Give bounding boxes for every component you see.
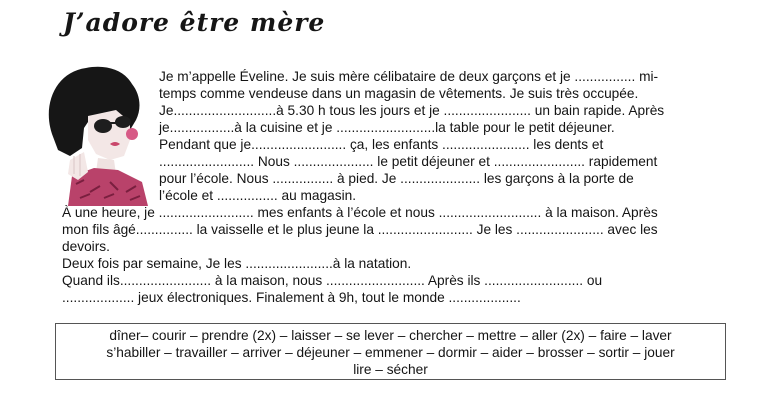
text-line-11: devoirs. (62, 239, 110, 254)
text-line-2: temps comme vendeuse dans un magasin de vêtements. Je suis très occupée. (159, 86, 639, 101)
text-line-5: Pendant que je......................... ça, les enfants ....................... les dents et (159, 137, 604, 152)
text-line-8: l’école et ................ au magasin. (159, 188, 357, 203)
text-line-4: je.................à la cuisine et je ..........................la table pour le petit déjeuner. (159, 120, 615, 135)
lead-phrase: Je m’appelle (159, 69, 236, 84)
text-line-6: ......................... Nous ..................... le petit déjeuner et ........................ rapidement (159, 154, 658, 169)
text-line-9: À une heure, je ......................... mes enfants à l’école et nous ........................... à la maison. Après (62, 205, 658, 220)
word-bank-line-3: lire – sécher (353, 362, 428, 377)
page-title: J’adore être mère (63, 8, 326, 37)
woman-portrait-icon (44, 64, 154, 206)
text-line-14: ................... jeux électroniques. Finalement à 9h, tout le monde ................... (62, 290, 521, 305)
text-line-1 (159, 68, 658, 85)
word-bank-line-1: dîner– courir – prendre (2x) – laisser – se lever – chercher – mettre – aller (2x) – faire – laver (109, 328, 672, 343)
text-line-1-content: Éveline. Je suis mère célibataire de deux garçons et je ................ mi- (239, 69, 659, 84)
word-bank (55, 323, 726, 380)
word-bank-line-2: s’habiller – travailler – arriver – déjeuner – emmener – dormir – aider – brosser – sortir – jouer (106, 345, 675, 360)
text-line-3: Je...........................à 5.30 h tous les jours et je ....................... un bain rapide. Après (159, 103, 665, 118)
text-line-10: mon fils âgé............... la vaisselle et le plus jeune la ......................... Je les ....................... avec les (62, 222, 658, 237)
text-line-7: pour l’école. Nous ................ à pied. Je ..................... les garçons à la porte de (159, 171, 634, 186)
text-line-12: Deux fois par semaine, Je les .......................à la natation. (62, 256, 412, 271)
text-line-13: Quand ils........................ à la maison, nous .......................... Après ils .......................... ou (62, 273, 603, 288)
